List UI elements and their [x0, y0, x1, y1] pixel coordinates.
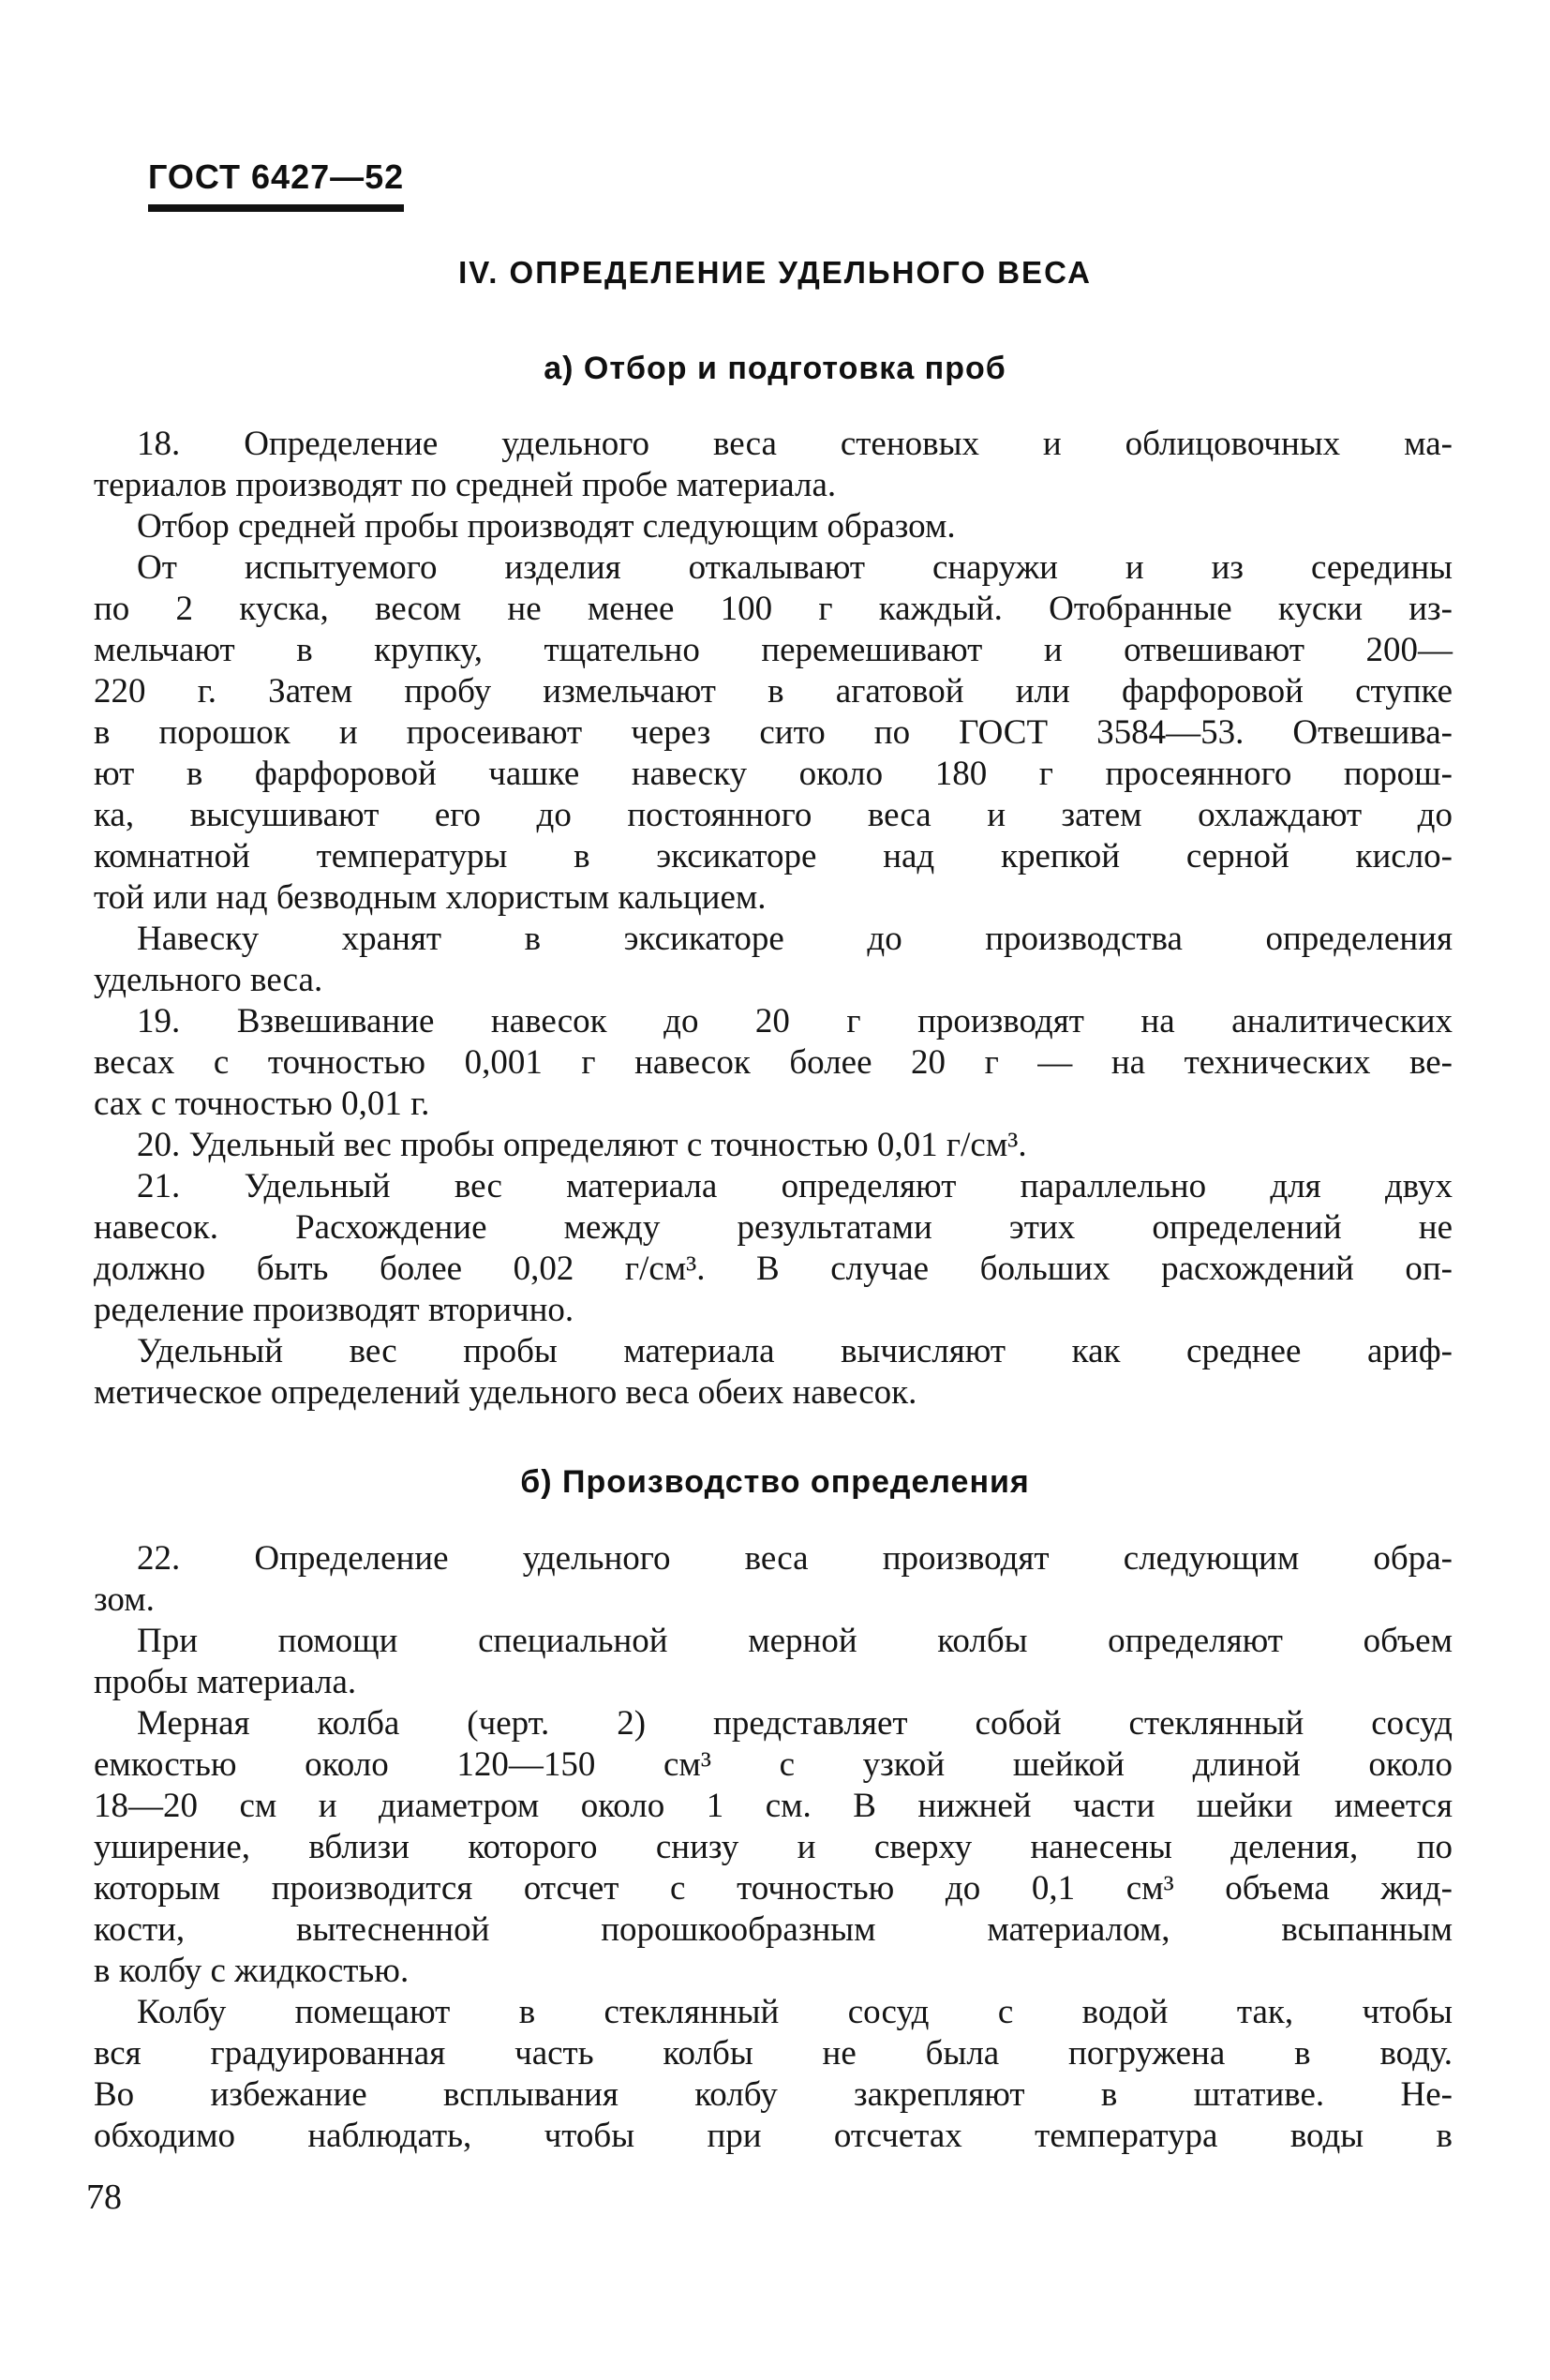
text-line: При помощи специальной мерной колбы определяют объем	[137, 1622, 1453, 1660]
text-line: От испытуемого изделия откалывают снаружи и из середины	[137, 548, 1453, 587]
text-line: сах с точностью 0,01 г.	[94, 1085, 430, 1123]
text-line: Удельный вес пробы материала вычисляют как среднее ариф-	[137, 1332, 1453, 1370]
text-line: ка, высушивают его до постоянного веса и затем охлаждают до	[94, 796, 1453, 834]
text-line: Мерная колба (черт. 2) представляет собой стеклянный сосуд	[137, 1704, 1453, 1743]
text-line: 18—20 см и диаметром около 1 см. В нижней части шейки имеется	[94, 1787, 1453, 1825]
text-line: Во избежание всплывания колбу закрепляют в штативе. Не-	[94, 2075, 1453, 2114]
text-line: кости, вытесненной порошкообразным материалом, всыпанным	[94, 1910, 1453, 1949]
text-line: вся градуированная часть колбы не была погружена в воду.	[94, 2034, 1453, 2073]
text-line: Навеску хранят в эксикаторе до производства определения	[137, 920, 1453, 958]
section-title: IV. ОПРЕДЕЛЕНИЕ УДЕЛЬНОГО ВЕСА	[458, 255, 1092, 290]
text-line: 21. Удельный вес материала определяют параллельно для двух	[137, 1167, 1453, 1205]
text-line: зом.	[94, 1580, 155, 1619]
text-line: которым производится отсчет с точностью до 0,1 см³ объема жид-	[94, 1869, 1453, 1908]
text-line: Отбор средней пробы производят следующим образом.	[137, 507, 956, 546]
text-line: мельчают в крупку, тщательно перемешивают и отвешивают 200—	[94, 631, 1453, 669]
text-line: должно быть более 0,02 г/см³. В случае больших расхождений оп-	[94, 1250, 1453, 1288]
text-line: ют в фарфоровой чашке навеску около 180 г просеянного порош-	[94, 755, 1453, 793]
text-line: удельного веса.	[94, 961, 323, 999]
text-line: Колбу помещают в стеклянный сосуд с водой так, чтобы	[137, 1993, 1453, 2031]
text-line: метическое определений удельного веса обеих навесок.	[94, 1373, 917, 1412]
text-line: в порошок и просеивают через сито по ГОСТ 3584—53. Отвешива-	[94, 713, 1453, 752]
subsection-body	[94, 1538, 1453, 2157]
subsection-title: а) Отбор и подготовка проб	[544, 351, 1006, 386]
text-line: в колбу с жидкостью.	[94, 1952, 410, 1990]
text-line: по 2 куска, весом не менее 100 г каждый. Отобранные куски из-	[94, 590, 1453, 628]
text-line: териалов производят по средней пробе материала.	[94, 466, 837, 504]
text-line: 220 г. Затем пробу измельчают в агатовой или фарфоровой ступке	[94, 672, 1453, 711]
text-line: емкостью около 120—150 см³ с узкой шейкой длиной около	[94, 1745, 1453, 1784]
text-line: навесок. Расхождение между результатами этих определений не	[94, 1208, 1453, 1247]
page-number: 78	[86, 2178, 122, 2217]
text-line: 18. Определение удельного веса стеновых и облицовочных ма-	[137, 425, 1453, 463]
text-line: ределение производят вторично.	[94, 1291, 574, 1329]
subsection-body	[94, 424, 1453, 1414]
text-line: 20. Удельный вес пробы определяют с точностью 0,01 г/см³.	[137, 1126, 1027, 1164]
subsection-title: б) Производство определения	[520, 1464, 1030, 1500]
text-line: весах с точностью 0,001 г навесок более 20 г — на технических ве-	[94, 1043, 1453, 1082]
text-line: комнатной температуры в эксикаторе над крепкой серной кисло-	[94, 837, 1453, 876]
text-line: 19. Взвешивание навесок до 20 г производят на аналитических	[137, 1002, 1453, 1040]
text-line: уширение, вблизи которого снизу и сверху нанесены деления, по	[94, 1828, 1453, 1866]
text-line: 22. Определение удельного веса производят следующим обра-	[137, 1539, 1453, 1578]
text-line: пробы материала.	[94, 1663, 357, 1701]
text-line: той или над безводным хлористым кальцием.	[94, 878, 767, 917]
doc-number-header: ГОСТ 6427—52	[148, 157, 404, 212]
text-line: обходимо наблюдать, чтобы при отсчетах температура воды в	[94, 2117, 1453, 2155]
